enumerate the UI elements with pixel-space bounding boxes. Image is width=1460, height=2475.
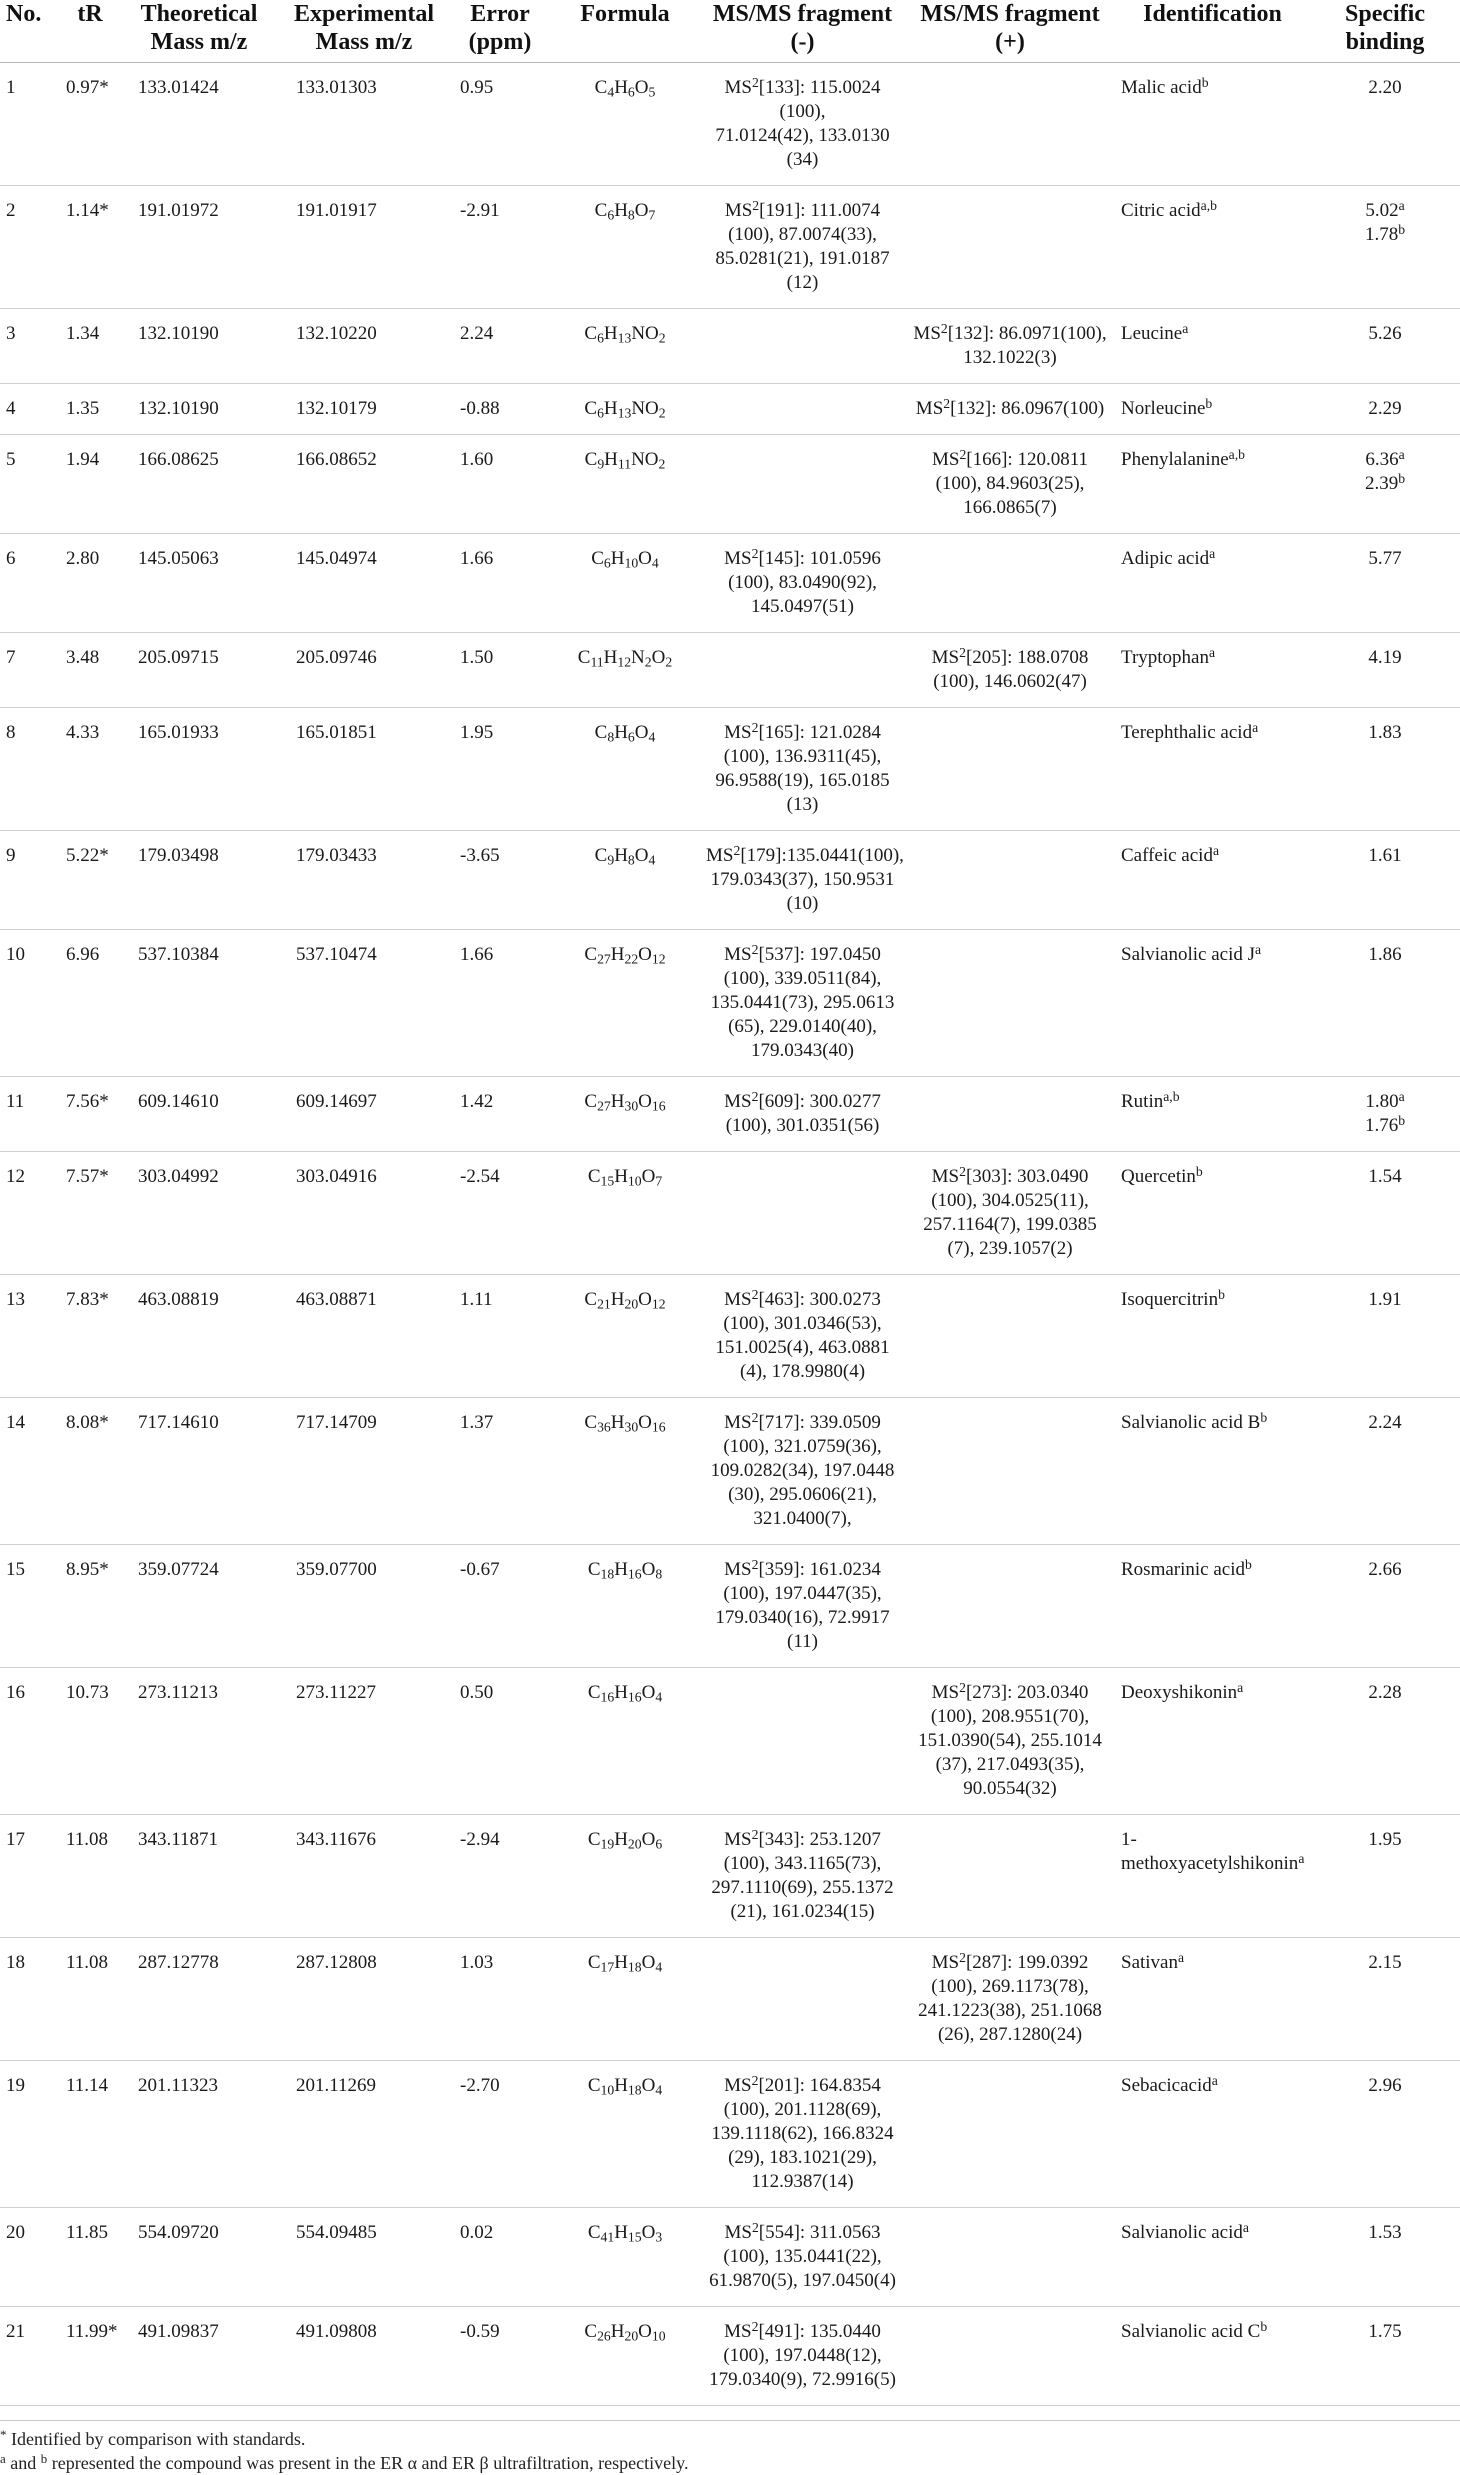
cell-tr: 8.08* (60, 1398, 120, 1545)
cell-msms-negative: $MS^2[537]$: 197.0450 (100), 339.0511(84), 135.0441(73), 295.0613 (65), 229.0140(40), 179.0343(40) (700, 930, 905, 1077)
cell-no: 10 (0, 930, 60, 1077)
cell-no: 15 (0, 1545, 60, 1668)
cell-identification: Adipic acid$^a$ (1115, 534, 1310, 633)
cell-msms-negative: $MS^2[165]$: 121.0284 (100), 136.9311(45), 96.9588(19), 165.0185 (13) (700, 708, 905, 831)
cell-error: 0.50 (450, 1668, 550, 1815)
cell-experimental-mass: 463.08871 (278, 1275, 450, 1398)
cell-specific-binding: 2.24 (1310, 1398, 1460, 1545)
header-error: Error (ppm) (450, 0, 550, 63)
table-row (0, 708, 1460, 831)
cell-identification: Salvianolic acid$^a$ (1115, 2208, 1310, 2307)
cell-identification: Sebacicacid$^a$ (1115, 2061, 1310, 2208)
cell-formula: $C_{10}H_{18}O_4$ (550, 2061, 700, 2208)
cell-tr: 10.73 (60, 1668, 120, 1815)
cell-msms-positive (905, 1077, 1115, 1152)
cell-identification: Salvianolic acid $C^b$ (1115, 2307, 1310, 2406)
cell-formula: $C_9H_8O_4$ (550, 831, 700, 930)
cell-error: -0.88 (450, 384, 550, 435)
cell-tr: 11.85 (60, 2208, 120, 2307)
cell-no: 19 (0, 2061, 60, 2208)
cell-no: 5 (0, 435, 60, 534)
cell-no: 1 (0, 63, 60, 186)
cell-theoretical-mass: 166.08625 (120, 435, 278, 534)
cell-no: 8 (0, 708, 60, 831)
cell-specific-binding: 4.19 (1310, 633, 1460, 708)
cell-experimental-mass: 287.12808 (278, 1938, 450, 2061)
cell-tr: 2.80 (60, 534, 120, 633)
cell-msms-negative (700, 1938, 905, 2061)
cell-msms-negative: $MS^2[359]$: 161.0234 (100), 197.0447(35), 179.0340(16), 72.9917 (11) (700, 1545, 905, 1668)
table-row (0, 186, 1460, 309)
cell-msms-positive: $MS^2[287]$: 199.0392 (100), 269.1173(78), 241.1223(38), 251.1068 (26), 287.1280(24) (905, 1938, 1115, 2061)
cell-no: 18 (0, 1938, 60, 2061)
cell-tr: 1.14* (60, 186, 120, 309)
cell-error: 0.95 (450, 63, 550, 186)
header-no: No. (0, 0, 60, 63)
table-row (0, 63, 1460, 186)
cell-msms-negative (700, 435, 905, 534)
cell-theoretical-mass: 554.09720 (120, 2208, 278, 2307)
cell-no: 2 (0, 186, 60, 309)
cell-error: -2.70 (450, 2061, 550, 2208)
cell-no: 16 (0, 1668, 60, 1815)
cell-msms-negative: $MS^2[463]$: 300.0273 (100), 301.0346(53), 151.0025(4), 463.0881 (4), 178.9980(4) (700, 1275, 905, 1398)
cell-formula: $C_{19}H_{20}O_6$ (550, 1815, 700, 1938)
cell-msms-positive (905, 63, 1115, 186)
table-row (0, 1545, 1460, 1668)
cell-experimental-mass: 273.11227 (278, 1668, 450, 1815)
cell-msms-negative: $MS^2[201]$: 164.8354 (100), 201.1128(69), 139.1118(62), 166.8324 (29), 183.1021(29), 112.9387(14) (700, 2061, 905, 2208)
cell-identification: Terephthalic acid$^a$ (1115, 708, 1310, 831)
cell-identification: Isoquercitrin$^b$ (1115, 1275, 1310, 1398)
cell-experimental-mass: 133.01303 (278, 63, 450, 186)
footnote-standards: * Identified by comparison with standards. (0, 2427, 306, 2449)
cell-experimental-mass: 491.09808 (278, 2307, 450, 2406)
table-row (0, 2208, 1460, 2307)
cell-identification: Rosmarinic acid$^b$ (1115, 1545, 1310, 1668)
table-body (0, 63, 1460, 2406)
cell-theoretical-mass: 205.09715 (120, 633, 278, 708)
cell-identification: Sativan$^a$ (1115, 1938, 1310, 2061)
header-msms-negative: MS/MS fragment (-) (700, 0, 905, 63)
cell-theoretical-mass: 537.10384 (120, 930, 278, 1077)
cell-specific-binding: 2.20 (1310, 63, 1460, 186)
cell-formula: $C_{15}H_{10}O_7$ (550, 1152, 700, 1275)
cell-experimental-mass: 537.10474 (278, 930, 450, 1077)
cell-theoretical-mass: 133.01424 (120, 63, 278, 186)
cell-no: 7 (0, 633, 60, 708)
cell-theoretical-mass: 179.03498 (120, 831, 278, 930)
cell-experimental-mass: 343.11676 (278, 1815, 450, 1938)
cell-specific-binding: 2.28 (1310, 1668, 1460, 1815)
cell-formula: $C_4H_6O_5$ (550, 63, 700, 186)
cell-error: -0.67 (450, 1545, 550, 1668)
cell-identification: Citric acid$^{a,b}$ (1115, 186, 1310, 309)
cell-error: -0.59 (450, 2307, 550, 2406)
cell-error: 1.66 (450, 930, 550, 1077)
cell-error: 1.66 (450, 534, 550, 633)
cell-msms-negative: $MS^2[554]$: 311.0563 (100), 135.0441(22), 61.9870(5), 197.0450(4) (700, 2208, 905, 2307)
cell-tr: 1.35 (60, 384, 120, 435)
cell-msms-positive (905, 534, 1115, 633)
cell-msms-negative (700, 633, 905, 708)
cell-tr: 11.14 (60, 2061, 120, 2208)
cell-formula: $C_{17}H_{18}O_4$ (550, 1938, 700, 2061)
cell-tr: 7.83* (60, 1275, 120, 1398)
cell-msms-positive: $MS^2[273]$: 203.0340 (100), 208.9551(70), 151.0390(54), 255.1014 (37), 217.0493(35), 90.0554(32) (905, 1668, 1115, 1815)
cell-msms-negative (700, 384, 905, 435)
table-row (0, 1398, 1460, 1545)
cell-experimental-mass: 205.09746 (278, 633, 450, 708)
cell-specific-binding: 1.83 (1310, 708, 1460, 831)
cell-tr: 3.48 (60, 633, 120, 708)
cell-identification: Norleucine$^b$ (1115, 384, 1310, 435)
cell-error: -3.65 (450, 831, 550, 930)
cell-no: 21 (0, 2307, 60, 2406)
cell-identification: Leucine$^a$ (1115, 309, 1310, 384)
cell-no: 11 (0, 1077, 60, 1152)
cell-specific-binding: 1.75 (1310, 2307, 1460, 2406)
cell-no: 13 (0, 1275, 60, 1398)
cell-theoretical-mass: 132.10190 (120, 309, 278, 384)
cell-experimental-mass: 145.04974 (278, 534, 450, 633)
cell-msms-negative: $MS^2[133]$: 115.0024 (100), 71.0124(42), 133.0130 (34) (700, 63, 905, 186)
cell-msms-positive (905, 831, 1115, 930)
cell-specific-binding: 1.86 (1310, 930, 1460, 1077)
cell-specific-binding: 2.96 (1310, 2061, 1460, 2208)
cell-theoretical-mass: 303.04992 (120, 1152, 278, 1275)
table-row (0, 1938, 1460, 2061)
cell-identification: 1- methoxyacetylshikonin$^a$ (1115, 1815, 1310, 1938)
cell-specific-binding: 1.53 (1310, 2208, 1460, 2307)
cell-msms-positive (905, 1545, 1115, 1668)
cell-msms-negative (700, 309, 905, 384)
cell-msms-negative (700, 1668, 905, 1815)
cell-specific-binding: 1.95 (1310, 1815, 1460, 1938)
cell-tr: 6.96 (60, 930, 120, 1077)
table-row (0, 1668, 1460, 1815)
cell-theoretical-mass: 201.11323 (120, 2061, 278, 2208)
header-specific-binding: Specific binding (1310, 0, 1460, 63)
cell-msms-positive (905, 1398, 1115, 1545)
table-row (0, 2061, 1460, 2208)
cell-experimental-mass: 359.07700 (278, 1545, 450, 1668)
cell-error: 1.11 (450, 1275, 550, 1398)
cell-tr: 1.34 (60, 309, 120, 384)
cell-tr: 7.57* (60, 1152, 120, 1275)
table-row (0, 384, 1460, 435)
cell-theoretical-mass: 165.01933 (120, 708, 278, 831)
table-row (0, 534, 1460, 633)
cell-formula: $C_6H_{10}O_4$ (550, 534, 700, 633)
cell-identification: Deoxyshikonin$^a$ (1115, 1668, 1310, 1815)
cell-error: 1.95 (450, 708, 550, 831)
cell-formula: $C_{11}H_{12}N_2O_2$ (550, 633, 700, 708)
footnote-er-ultrafiltration: $^a$ and $^b$ represented the compound was present in the ER α and ER β ultrafiltration, respectively. (0, 2451, 689, 2473)
cell-error: -2.54 (450, 1152, 550, 1275)
cell-msms-positive: $MS^2[166]$: 120.0811 (100), 84.9603(25), 166.0865(7) (905, 435, 1115, 534)
cell-tr: 11.08 (60, 1938, 120, 2061)
cell-specific-binding: 5.77 (1310, 534, 1460, 633)
cell-formula: $C_{36}H_{30}O_{16}$ (550, 1398, 700, 1545)
cell-msms-negative: $MS^2[717]$: 339.0509 (100), 321.0759(36), 109.0282(34), 197.0448 (30), 295.0606(21), 321.0400(7), (700, 1398, 905, 1545)
cell-msms-positive (905, 1275, 1115, 1398)
header-formula: Formula (550, 0, 700, 63)
cell-tr: 1.94 (60, 435, 120, 534)
cell-tr: 4.33 (60, 708, 120, 831)
cell-msms-negative: $MS^2[491]$: 135.0440 (100), 197.0448(12), 179.0340(9), 72.9916(5) (700, 2307, 905, 2406)
cell-msms-negative (700, 1152, 905, 1275)
cell-msms-negative: $MS^2[145]$: 101.0596 (100), 83.0490(92), 145.0497(51) (700, 534, 905, 633)
cell-specific-binding: 2.15 (1310, 1938, 1460, 2061)
cell-experimental-mass: 303.04916 (278, 1152, 450, 1275)
cell-theoretical-mass: 491.09837 (120, 2307, 278, 2406)
table-row (0, 1815, 1460, 1938)
cell-msms-positive: $MS^2[132]$: 86.0967(100) (905, 384, 1115, 435)
cell-no: 3 (0, 309, 60, 384)
cell-formula: $C_6H_8O_7$ (550, 186, 700, 309)
cell-no: 4 (0, 384, 60, 435)
cell-no: 17 (0, 1815, 60, 1938)
cell-formula: $C_9H_{11}NO_2$ (550, 435, 700, 534)
header-identification: Identification (1115, 0, 1310, 63)
cell-error: 1.03 (450, 1938, 550, 2061)
cell-msms-positive (905, 2061, 1115, 2208)
cell-specific-binding: 1.91 (1310, 1275, 1460, 1398)
cell-specific-binding: 2.29 (1310, 384, 1460, 435)
table-row (0, 1077, 1460, 1152)
table-row (0, 831, 1460, 930)
cell-identification: Salvianolic acid $B^b$ (1115, 1398, 1310, 1545)
cell-specific-binding: 5.02$^a$ 1.78$^b$ (1310, 186, 1460, 309)
cell-formula: $C_{26}H_{20}O_{10}$ (550, 2307, 700, 2406)
cell-experimental-mass: 132.10220 (278, 309, 450, 384)
cell-experimental-mass: 166.08652 (278, 435, 450, 534)
cell-error: 0.02 (450, 2208, 550, 2307)
cell-msms-positive (905, 930, 1115, 1077)
cell-specific-binding: 2.66 (1310, 1545, 1460, 1668)
cell-error: 1.42 (450, 1077, 550, 1152)
cell-error: -2.94 (450, 1815, 550, 1938)
header-experimental-mass: Experimental Mass m/z (278, 0, 450, 63)
cell-no: 6 (0, 534, 60, 633)
cell-msms-positive (905, 708, 1115, 831)
cell-identification: Tryptophan$^a$ (1115, 633, 1310, 708)
cell-experimental-mass: 191.01917 (278, 186, 450, 309)
cell-msms-positive (905, 186, 1115, 309)
cell-formula: $C_{18}H_{16}O_8$ (550, 1545, 700, 1668)
cell-msms-negative: $MS^2[179]:135.0441(100)$, 179.0343(37), 150.9531 (10) (700, 831, 905, 930)
cell-theoretical-mass: 343.11871 (120, 1815, 278, 1938)
cell-error: -2.91 (450, 186, 550, 309)
cell-identification: Salvianolic acid $J^a$ (1115, 930, 1310, 1077)
cell-tr: 0.97* (60, 63, 120, 186)
table-row (0, 1152, 1460, 1275)
cell-theoretical-mass: 359.07724 (120, 1545, 278, 1668)
cell-theoretical-mass: 191.01972 (120, 186, 278, 309)
cell-tr: 11.08 (60, 1815, 120, 1938)
cell-theoretical-mass: 132.10190 (120, 384, 278, 435)
cell-identification: Malic acid$^b$ (1115, 63, 1310, 186)
cell-theoretical-mass: 287.12778 (120, 1938, 278, 2061)
cell-experimental-mass: 132.10179 (278, 384, 450, 435)
cell-tr: 5.22* (60, 831, 120, 930)
footnotes (0, 2420, 1460, 2475)
header-row (0, 0, 1460, 63)
cell-error: 1.50 (450, 633, 550, 708)
cell-formula: $C_6H_{13}NO_2$ (550, 384, 700, 435)
cell-theoretical-mass: 273.11213 (120, 1668, 278, 1815)
cell-theoretical-mass: 609.14610 (120, 1077, 278, 1152)
cell-msms-negative: $MS^2[343]$: 253.1207 (100), 343.1165(73), 297.1110(69), 255.1372 (21), 161.0234(15) (700, 1815, 905, 1938)
cell-theoretical-mass: 145.05063 (120, 534, 278, 633)
cell-experimental-mass: 717.14709 (278, 1398, 450, 1545)
cell-identification: Phenylalanine$^{a,b}$ (1115, 435, 1310, 534)
table-row (0, 1275, 1460, 1398)
header-theoretical-mass: Theoretical Mass m/z (120, 0, 278, 63)
cell-identification: Quercetin$^b$ (1115, 1152, 1310, 1275)
table-row (0, 633, 1460, 708)
cell-experimental-mass: 554.09485 (278, 2208, 450, 2307)
table-row (0, 309, 1460, 384)
header-tr: tR (60, 0, 120, 63)
cell-formula: $C_{27}H_{22}O_{12}$ (550, 930, 700, 1077)
cell-msms-positive (905, 2307, 1115, 2406)
cell-no: 14 (0, 1398, 60, 1545)
cell-msms-negative: $MS^2[609]$: 300.0277 (100), 301.0351(56) (700, 1077, 905, 1152)
cell-specific-binding: 6.36$^a$ 2.39$^b$ (1310, 435, 1460, 534)
cell-msms-positive: $MS^2[303]$: 303.0490 (100), 304.0525(11), 257.1164(7), 199.0385 (7), 239.1057(2) (905, 1152, 1115, 1275)
cell-experimental-mass: 609.14697 (278, 1077, 450, 1152)
cell-msms-negative: $MS^2[191]$: 111.0074 (100), 87.0074(33), 85.0281(21), 191.0187 (12) (700, 186, 905, 309)
cell-no: 20 (0, 2208, 60, 2307)
cell-msms-positive: $MS^2[205]$: 188.0708 (100), 146.0602(47) (905, 633, 1115, 708)
table-row (0, 435, 1460, 534)
cell-tr: 11.99* (60, 2307, 120, 2406)
cell-formula: $C_{16}H_{16}O_4$ (550, 1668, 700, 1815)
header-msms-positive: MS/MS fragment (+) (905, 0, 1115, 63)
cell-tr: 8.95* (60, 1545, 120, 1668)
cell-experimental-mass: 179.03433 (278, 831, 450, 930)
cell-experimental-mass: 201.11269 (278, 2061, 450, 2208)
cell-msms-positive (905, 1815, 1115, 1938)
cell-formula: $C_6H_{13}NO_2$ (550, 309, 700, 384)
cell-specific-binding: 1.80$^a$ 1.76$^b$ (1310, 1077, 1460, 1152)
cell-specific-binding: 1.54 (1310, 1152, 1460, 1275)
cell-error: 1.60 (450, 435, 550, 534)
cell-specific-binding: 1.61 (1310, 831, 1460, 930)
cell-no: 12 (0, 1152, 60, 1275)
cell-msms-positive: $MS^2[132]$: 86.0971(100), 132.1022(3) (905, 309, 1115, 384)
table-row (0, 2307, 1460, 2406)
cell-formula: $C_8H_6O_4$ (550, 708, 700, 831)
table-row (0, 930, 1460, 1077)
cell-theoretical-mass: 717.14610 (120, 1398, 278, 1545)
cell-experimental-mass: 165.01851 (278, 708, 450, 831)
cell-msms-positive (905, 2208, 1115, 2307)
cell-error: 2.24 (450, 309, 550, 384)
cell-tr: 7.56* (60, 1077, 120, 1152)
cell-formula: $C_{41}H_{15}O_3$ (550, 2208, 700, 2307)
cell-specific-binding: 5.26 (1310, 309, 1460, 384)
cell-theoretical-mass: 463.08819 (120, 1275, 278, 1398)
cell-identification: Rutin$^{a,b}$ (1115, 1077, 1310, 1152)
cell-formula: $C_{27}H_{30}O_{16}$ (550, 1077, 700, 1152)
cell-error: 1.37 (450, 1398, 550, 1545)
cell-no: 9 (0, 831, 60, 930)
cell-formula: $C_{21}H_{20}O_{12}$ (550, 1275, 700, 1398)
cell-identification: Caffeic acid$^a$ (1115, 831, 1310, 930)
